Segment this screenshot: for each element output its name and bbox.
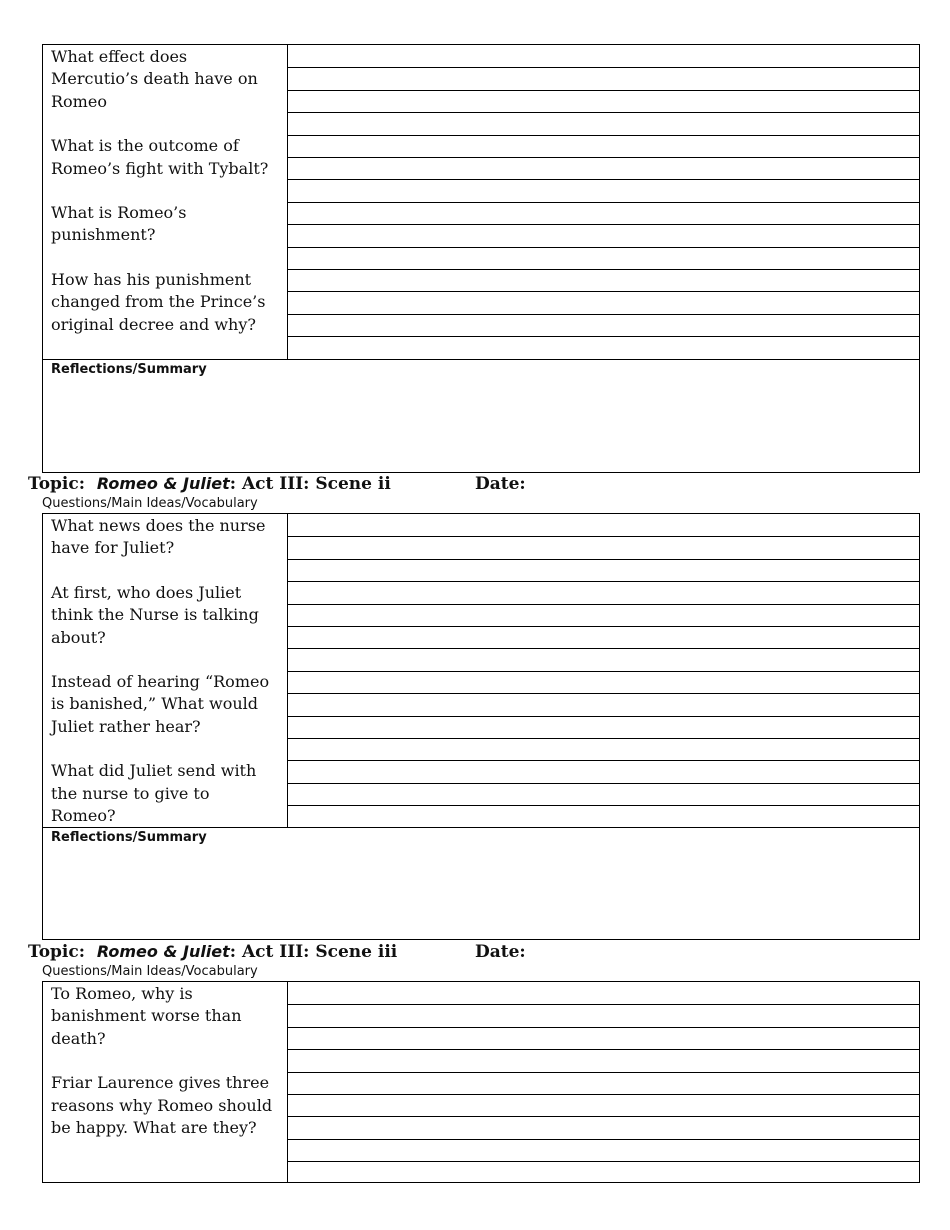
reflections-summary-box[interactable] xyxy=(43,359,919,472)
question: What news does the nurse have for Juliet? xyxy=(51,516,266,558)
questions-column xyxy=(43,982,288,1182)
reflections-label: Reflections/Summary xyxy=(51,362,207,377)
scene-label: : Act III: Scene ii xyxy=(229,474,391,494)
reflections-summary-box[interactable] xyxy=(43,827,919,939)
notes-table-section3 xyxy=(42,981,920,1183)
questions-column xyxy=(43,514,288,827)
date-label: Date: xyxy=(475,474,526,494)
work-title: Romeo & Juliet xyxy=(96,474,230,493)
question: What is Romeo’s punishment? xyxy=(51,203,187,245)
question: What effect does Mercutio’s death have on Romeo xyxy=(51,47,258,111)
question: What did Juliet send with the nurse to give to Romeo? xyxy=(51,761,257,826)
reflections-label: Reflections/Summary xyxy=(51,830,207,845)
notes-table-section1 xyxy=(42,44,920,473)
column-label: Questions/Main Ideas/Vocabulary xyxy=(42,496,258,511)
question: To Romeo, why is banishment worse than death? xyxy=(51,984,242,1048)
questions-column xyxy=(43,45,288,359)
scene-label: : Act III: Scene iii xyxy=(229,942,398,962)
topic-heading: Topic: Romeo & Juliet: Act III: Scene ii xyxy=(28,474,391,494)
question: At first, who does Juliet think the Nurse is talking about? xyxy=(51,582,259,647)
answer-lines[interactable] xyxy=(288,45,919,358)
answer-lines[interactable] xyxy=(288,514,919,827)
work-title: Romeo & Juliet xyxy=(96,942,230,961)
notes-table-section2 xyxy=(42,513,920,940)
answer-lines[interactable] xyxy=(288,982,919,1184)
column-label: Questions/Main Ideas/Vocabulary xyxy=(42,964,258,979)
date-label: Date: xyxy=(475,942,526,962)
topic-heading: Topic: Romeo & Juliet: Act III: Scene iii xyxy=(28,942,398,962)
question: Friar Laurence gives three reasons why Romeo should be happy. What are they? xyxy=(51,1073,273,1138)
question: How has his punishment changed from the Prince’s original decree and why? xyxy=(51,269,266,334)
question: Instead of hearing “Romeo is banished,” What would Juliet rather hear? xyxy=(51,672,270,736)
question: What is the outcome of Romeo’s fight with Tybalt? xyxy=(51,136,269,178)
